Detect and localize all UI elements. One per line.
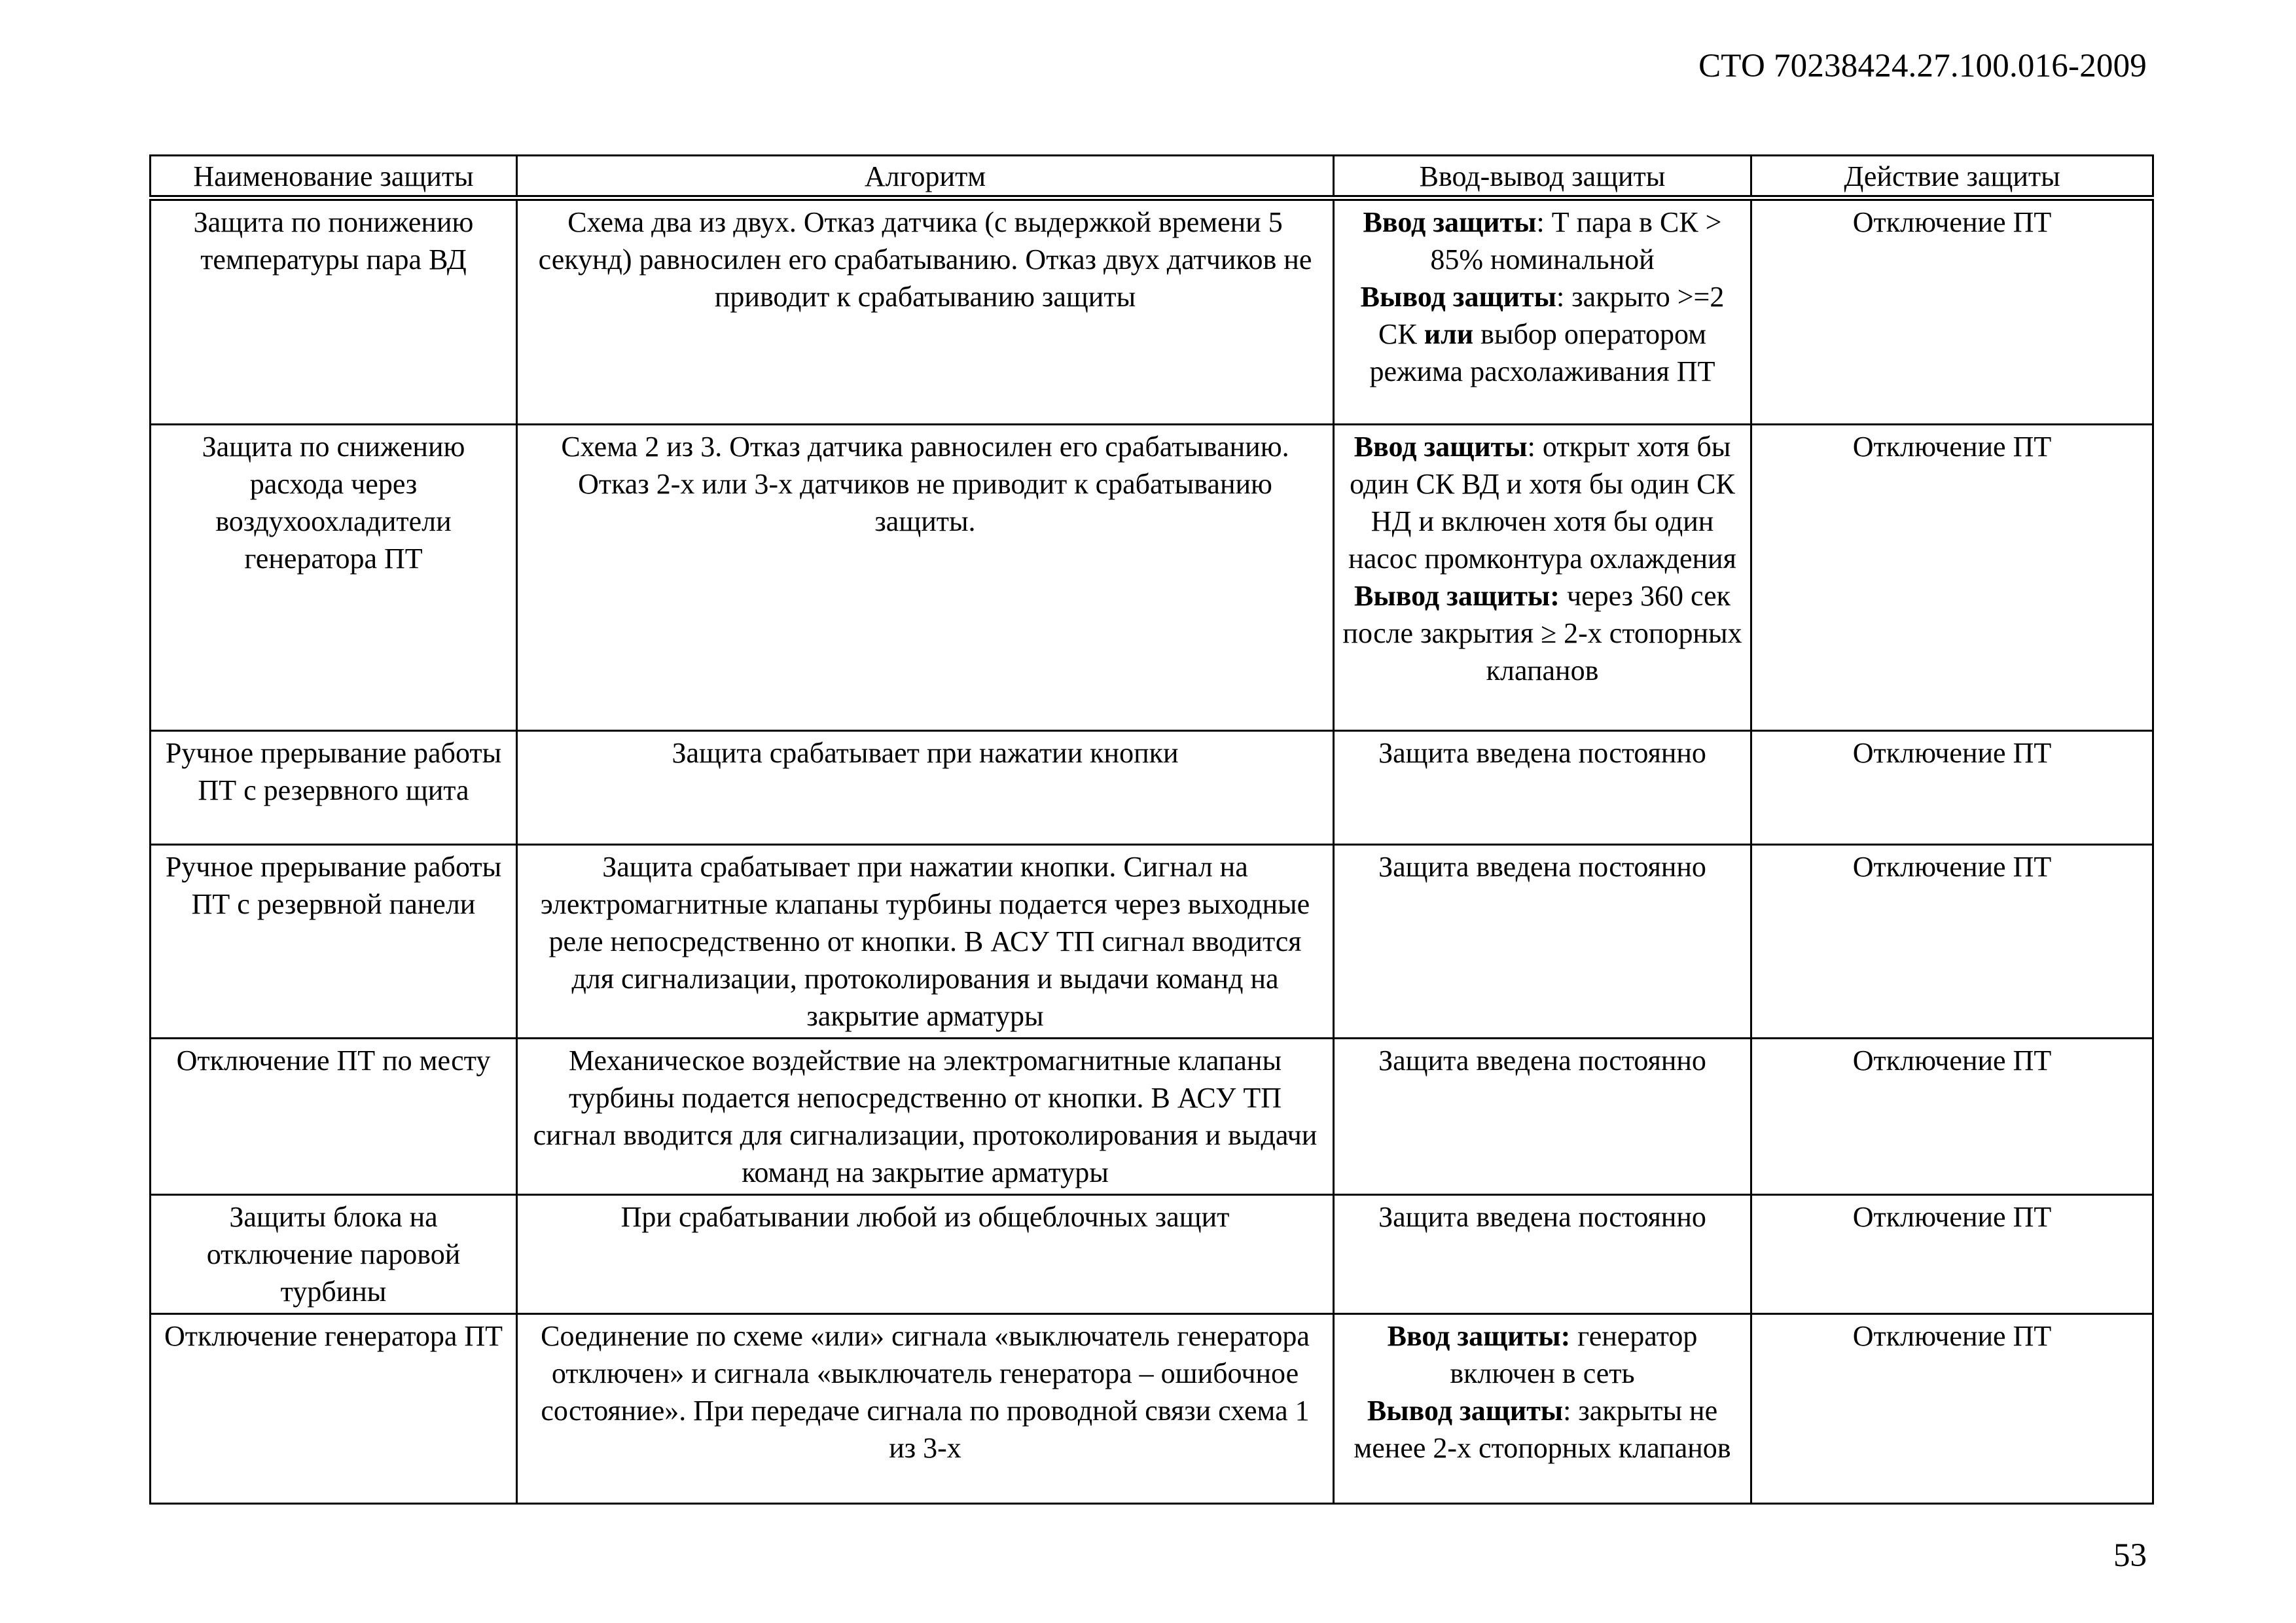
table-header-row [151, 156, 2153, 198]
table-row [151, 425, 2153, 731]
table-row [151, 1039, 2153, 1195]
io-key: Ввод защиты [1363, 206, 1537, 238]
protection-action: Отключение ПТ [1751, 845, 2153, 1039]
io-key: Вывод защиты [1367, 1395, 1564, 1427]
column-header-algorithm: Алгоритм [517, 156, 1334, 198]
protection-action: Отключение ПТ [1751, 1195, 2153, 1314]
protection-table [149, 154, 2154, 1505]
column-header-name: Наименование защиты [151, 156, 517, 198]
column-header-action: Действие защиты [1751, 156, 2153, 198]
io-enable [1341, 428, 1744, 577]
protection-name: Ручное прерывание работы ПТ с резервного щита [151, 731, 517, 845]
protection-io: Защита введена постоянно [1334, 1195, 1751, 1314]
protection-io [1334, 425, 1751, 731]
protection-algorithm: Защита срабатывает при нажатии кнопки. Сигнал на электромагнитные клапаны турбины подается через выходные реле непосредственно от кнопки. В АСУ ТП сигнал вводится для сигнализации, протоколирования и выдачи команд на закрытие арматуры [517, 845, 1334, 1039]
io-key: Ввод защиты: [1387, 1320, 1571, 1352]
protection-io: Защита введена постоянно [1334, 1039, 1751, 1195]
protection-action: Отключение ПТ [1751, 1039, 2153, 1195]
protection-algorithm: Соединение по схеме «или» сигнала «выключатель генератора отключен» и сигнала «выключатель генератора – ошибочное состояние». При передаче сигнала по проводной связи схема 1 из 3-х [517, 1314, 1334, 1504]
protection-algorithm: Схема два из двух. Отказ датчика (с выдержкой времени 5 секунд) равносилен его срабатыванию. Отказ двух датчиков не приводит к срабатыванию защиты [517, 198, 1334, 425]
io-key: или [1424, 318, 1474, 350]
io-text: : Т пара в СК > 85% номинальной [1430, 206, 1722, 276]
protection-io [1334, 1314, 1751, 1504]
table-row [151, 198, 2153, 425]
protection-io [1334, 198, 1751, 425]
protection-name: Отключение ПТ по месту [151, 1039, 517, 1195]
protection-name: Защиты блока на отключение паровой турбины [151, 1195, 517, 1314]
protection-name: Ручное прерывание работы ПТ с резервной панели [151, 845, 517, 1039]
table-row [151, 731, 2153, 845]
io-text: через 360 сек после закрытия ≥ 2-х стопорных клапанов [1342, 580, 1742, 687]
protection-name: Отключение генератора ПТ [151, 1314, 517, 1504]
protection-algorithm: Механическое воздействие на электромагнитные клапаны турбины подается непосредственно от кнопки. В АСУ ТП сигнал вводится для сигнализации, протоколирования и выдачи команд на закрытие арматуры [517, 1039, 1334, 1195]
io-text: выбор оператором режима расхолаживания ПТ [1369, 318, 1715, 387]
document-code: СТО 70238424.27.100.016-2009 [1698, 48, 2147, 84]
page-number: 53 [2113, 1537, 2147, 1574]
io-enable [1341, 1317, 1744, 1392]
table-row [151, 845, 2153, 1039]
protection-io: Защита введена постоянно [1334, 845, 1751, 1039]
io-key: Вывод защиты [1360, 281, 1556, 313]
table-row [151, 1314, 2153, 1504]
protection-algorithm: При срабатывании любой из общеблочных защит [517, 1195, 1334, 1314]
protection-action: Отключение ПТ [1751, 1314, 2153, 1504]
protection-io: Защита введена постоянно [1334, 731, 1751, 845]
io-disable [1341, 1392, 1744, 1467]
protection-name: Защита по снижению расхода через воздухоохладители генератора ПТ [151, 425, 517, 731]
io-key: Вывод защиты: [1354, 580, 1560, 612]
io-key: Ввод защиты [1354, 431, 1528, 463]
column-header-io: Ввод-вывод защиты [1334, 156, 1751, 198]
io-disable [1341, 577, 1744, 689]
protection-name: Защита по понижению температуры пара ВД [151, 198, 517, 425]
protection-algorithm: Защита срабатывает при нажатии кнопки [517, 731, 1334, 845]
io-text: : закрыто >=2 СК [1378, 281, 1725, 350]
io-text: генератор включен в сеть [1450, 1320, 1698, 1389]
io-text: : открыт хотя бы один СК ВД и хотя бы один СК НД и включен хотя бы один насос промконтура охлаждения [1348, 431, 1736, 575]
protection-action: Отключение ПТ [1751, 425, 2153, 731]
io-disable [1341, 278, 1744, 390]
table-row [151, 1195, 2153, 1314]
protection-algorithm: Схема 2 из 3. Отказ датчика равносилен его срабатыванию. Отказ 2-х или 3-х датчиков не приводит к срабатыванию защиты. [517, 425, 1334, 731]
io-enable [1341, 204, 1744, 278]
io-text: : закрыты не менее 2-х стопорных клапанов [1354, 1395, 1731, 1464]
protection-action: Отключение ПТ [1751, 198, 2153, 425]
protection-action: Отключение ПТ [1751, 731, 2153, 845]
